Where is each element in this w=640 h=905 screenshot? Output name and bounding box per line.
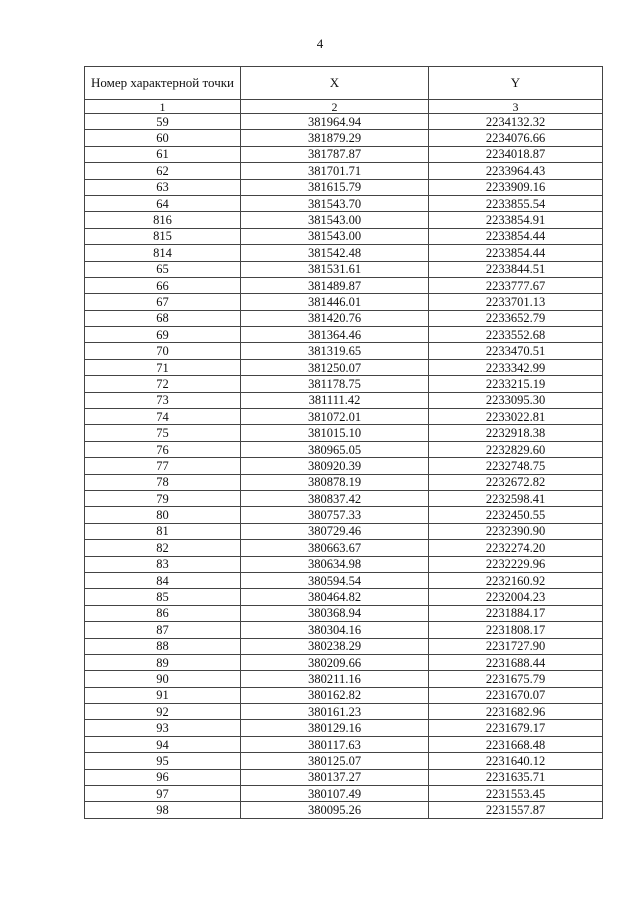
y-coordinate-cell: 2231553.45	[429, 786, 603, 802]
point-number-cell: 76	[85, 441, 241, 457]
x-coordinate-cell: 381543.70	[241, 195, 429, 211]
y-coordinate-cell: 2233215.19	[429, 376, 603, 392]
x-coordinate-cell: 381531.61	[241, 261, 429, 277]
x-coordinate-cell: 380211.16	[241, 671, 429, 687]
point-number-cell: 62	[85, 163, 241, 179]
y-coordinate-cell: 2233652.79	[429, 310, 603, 326]
x-coordinate-cell: 381319.65	[241, 343, 429, 359]
table-row	[85, 376, 603, 392]
table-row	[85, 245, 603, 261]
y-coordinate-cell: 2232450.55	[429, 507, 603, 523]
x-coordinate-cell: 380117.63	[241, 736, 429, 752]
y-coordinate-cell: 2231884.17	[429, 605, 603, 621]
x-coordinate-cell: 380107.49	[241, 786, 429, 802]
y-coordinate-cell: 2234076.66	[429, 130, 603, 146]
point-number-cell: 95	[85, 753, 241, 769]
point-number-cell: 90	[85, 671, 241, 687]
x-coordinate-cell: 381446.01	[241, 294, 429, 310]
y-coordinate-cell: 2232160.92	[429, 572, 603, 588]
point-number-cell: 85	[85, 589, 241, 605]
y-coordinate-cell: 2231675.79	[429, 671, 603, 687]
x-coordinate-cell: 381543.00	[241, 212, 429, 228]
table-row	[85, 720, 603, 736]
x-coordinate-cell: 380162.82	[241, 687, 429, 703]
table-row	[85, 572, 603, 588]
table-row	[85, 769, 603, 785]
y-coordinate-cell: 2233342.99	[429, 359, 603, 375]
x-coordinate-cell: 380095.26	[241, 802, 429, 818]
x-coordinate-cell: 381787.87	[241, 146, 429, 162]
table-row	[85, 786, 603, 802]
table-row	[85, 261, 603, 277]
point-number-cell: 77	[85, 458, 241, 474]
table-row	[85, 622, 603, 638]
point-number-cell: 96	[85, 769, 241, 785]
y-coordinate-cell: 2231668.48	[429, 736, 603, 752]
point-number-cell: 61	[85, 146, 241, 162]
y-coordinate-cell: 2231688.44	[429, 654, 603, 670]
y-coordinate-cell: 2231670.07	[429, 687, 603, 703]
table-row	[85, 671, 603, 687]
table-row	[85, 327, 603, 343]
x-coordinate-cell: 381250.07	[241, 359, 429, 375]
x-coordinate-cell: 380757.33	[241, 507, 429, 523]
point-number-cell: 70	[85, 343, 241, 359]
table-row	[85, 425, 603, 441]
y-coordinate-cell: 2233964.43	[429, 163, 603, 179]
x-coordinate-cell: 380304.16	[241, 622, 429, 638]
point-number-cell: 83	[85, 556, 241, 572]
point-number-cell: 73	[85, 392, 241, 408]
x-coordinate-cell: 380594.54	[241, 572, 429, 588]
table-row	[85, 114, 603, 130]
y-coordinate-cell: 2234132.32	[429, 114, 603, 130]
x-coordinate-cell: 380965.05	[241, 441, 429, 457]
point-number-cell: 94	[85, 736, 241, 752]
point-number-cell: 71	[85, 359, 241, 375]
x-coordinate-cell: 381964.94	[241, 114, 429, 130]
coordinates-table	[84, 66, 603, 819]
x-coordinate-cell: 381879.29	[241, 130, 429, 146]
table-row	[85, 654, 603, 670]
y-coordinate-cell: 2233854.44	[429, 245, 603, 261]
point-number-cell: 82	[85, 540, 241, 556]
x-coordinate-cell: 380161.23	[241, 704, 429, 720]
header-y: Y	[429, 67, 603, 100]
x-coordinate-cell: 380368.94	[241, 605, 429, 621]
y-coordinate-cell: 2231635.71	[429, 769, 603, 785]
y-coordinate-cell: 2233777.67	[429, 277, 603, 293]
x-coordinate-cell: 380634.98	[241, 556, 429, 572]
y-coordinate-cell: 2233855.54	[429, 195, 603, 211]
y-coordinate-cell: 2232829.60	[429, 441, 603, 457]
table-row	[85, 687, 603, 703]
point-number-cell: 64	[85, 195, 241, 211]
table-row	[85, 638, 603, 654]
point-number-cell: 60	[85, 130, 241, 146]
table-row	[85, 441, 603, 457]
table-row	[85, 212, 603, 228]
point-number-cell: 98	[85, 802, 241, 818]
page-number: 4	[316, 36, 324, 51]
table-row	[85, 228, 603, 244]
y-coordinate-cell: 2231557.87	[429, 802, 603, 818]
x-coordinate-cell: 380878.19	[241, 474, 429, 490]
x-coordinate-cell: 380238.29	[241, 638, 429, 654]
x-coordinate-cell: 381701.71	[241, 163, 429, 179]
column-number-row	[85, 100, 603, 114]
point-number-cell: 69	[85, 327, 241, 343]
y-coordinate-cell: 2233552.68	[429, 327, 603, 343]
y-coordinate-cell: 2233701.13	[429, 294, 603, 310]
point-number-cell: 86	[85, 605, 241, 621]
x-coordinate-cell: 380129.16	[241, 720, 429, 736]
x-coordinate-cell: 380125.07	[241, 753, 429, 769]
x-coordinate-cell: 381542.48	[241, 245, 429, 261]
x-coordinate-cell: 380464.82	[241, 589, 429, 605]
point-number-cell: 93	[85, 720, 241, 736]
y-coordinate-cell: 2233854.44	[429, 228, 603, 244]
table-row	[85, 343, 603, 359]
y-coordinate-cell: 2233854.91	[429, 212, 603, 228]
point-number-cell: 63	[85, 179, 241, 195]
point-number-cell: 89	[85, 654, 241, 670]
y-coordinate-cell: 2231679.17	[429, 720, 603, 736]
point-number-cell: 59	[85, 114, 241, 130]
point-number-cell: 84	[85, 572, 241, 588]
table-row	[85, 556, 603, 572]
x-coordinate-cell: 381364.46	[241, 327, 429, 343]
table-row	[85, 589, 603, 605]
point-number-cell: 72	[85, 376, 241, 392]
table-row	[85, 277, 603, 293]
column-number-1: 1	[85, 100, 241, 114]
point-number-cell: 67	[85, 294, 241, 310]
x-coordinate-cell: 380729.46	[241, 523, 429, 539]
y-coordinate-cell: 2232004.23	[429, 589, 603, 605]
x-coordinate-cell: 381072.01	[241, 409, 429, 425]
column-number-2: 2	[241, 100, 429, 114]
point-number-cell: 75	[85, 425, 241, 441]
point-number-cell: 91	[85, 687, 241, 703]
x-coordinate-cell: 381111.42	[241, 392, 429, 408]
point-number-cell: 68	[85, 310, 241, 326]
table-row	[85, 409, 603, 425]
table-body	[85, 114, 603, 819]
table-row	[85, 130, 603, 146]
x-coordinate-cell: 381015.10	[241, 425, 429, 441]
y-coordinate-cell: 2232748.75	[429, 458, 603, 474]
table-row	[85, 474, 603, 490]
table-row	[85, 392, 603, 408]
point-number-cell: 97	[85, 786, 241, 802]
table-row	[85, 146, 603, 162]
point-number-cell: 92	[85, 704, 241, 720]
table-row	[85, 310, 603, 326]
x-coordinate-cell: 380837.42	[241, 490, 429, 506]
table-row	[85, 704, 603, 720]
y-coordinate-cell: 2232229.96	[429, 556, 603, 572]
x-coordinate-cell: 381543.00	[241, 228, 429, 244]
table-row	[85, 736, 603, 752]
point-number-cell: 74	[85, 409, 241, 425]
x-coordinate-cell: 380920.39	[241, 458, 429, 474]
table-row	[85, 163, 603, 179]
header-point-number: Номер характерной точки	[85, 67, 241, 100]
y-coordinate-cell: 2232598.41	[429, 490, 603, 506]
y-coordinate-cell: 2232390.90	[429, 523, 603, 539]
y-coordinate-cell: 2233844.51	[429, 261, 603, 277]
x-coordinate-cell: 380663.67	[241, 540, 429, 556]
y-coordinate-cell: 2233095.30	[429, 392, 603, 408]
x-coordinate-cell: 381615.79	[241, 179, 429, 195]
point-number-cell: 815	[85, 228, 241, 244]
table-row	[85, 179, 603, 195]
table-row	[85, 540, 603, 556]
y-coordinate-cell: 2234018.87	[429, 146, 603, 162]
x-coordinate-cell: 380209.66	[241, 654, 429, 670]
x-coordinate-cell: 380137.27	[241, 769, 429, 785]
table-row	[85, 490, 603, 506]
y-coordinate-cell: 2231640.12	[429, 753, 603, 769]
table-row	[85, 359, 603, 375]
y-coordinate-cell: 2233470.51	[429, 343, 603, 359]
table-row	[85, 195, 603, 211]
table-row	[85, 605, 603, 621]
y-coordinate-cell: 2232672.82	[429, 474, 603, 490]
point-number-cell: 65	[85, 261, 241, 277]
table-row	[85, 458, 603, 474]
point-number-cell: 80	[85, 507, 241, 523]
point-number-cell: 88	[85, 638, 241, 654]
point-number-cell: 78	[85, 474, 241, 490]
table-row	[85, 802, 603, 818]
point-number-cell: 87	[85, 622, 241, 638]
point-number-cell: 66	[85, 277, 241, 293]
point-number-cell: 79	[85, 490, 241, 506]
header-x: X	[241, 67, 429, 100]
table-row	[85, 523, 603, 539]
table-row	[85, 753, 603, 769]
point-number-cell: 81	[85, 523, 241, 539]
x-coordinate-cell: 381489.87	[241, 277, 429, 293]
point-number-cell: 814	[85, 245, 241, 261]
y-coordinate-cell: 2232918.38	[429, 425, 603, 441]
y-coordinate-cell: 2232274.20	[429, 540, 603, 556]
y-coordinate-cell: 2233022.81	[429, 409, 603, 425]
y-coordinate-cell: 2231808.17	[429, 622, 603, 638]
table-header-row	[85, 67, 603, 100]
column-number-3: 3	[429, 100, 603, 114]
table-row	[85, 507, 603, 523]
y-coordinate-cell: 2233909.16	[429, 179, 603, 195]
y-coordinate-cell: 2231727.90	[429, 638, 603, 654]
x-coordinate-cell: 381178.75	[241, 376, 429, 392]
x-coordinate-cell: 381420.76	[241, 310, 429, 326]
point-number-cell: 816	[85, 212, 241, 228]
y-coordinate-cell: 2231682.96	[429, 704, 603, 720]
table-row	[85, 294, 603, 310]
